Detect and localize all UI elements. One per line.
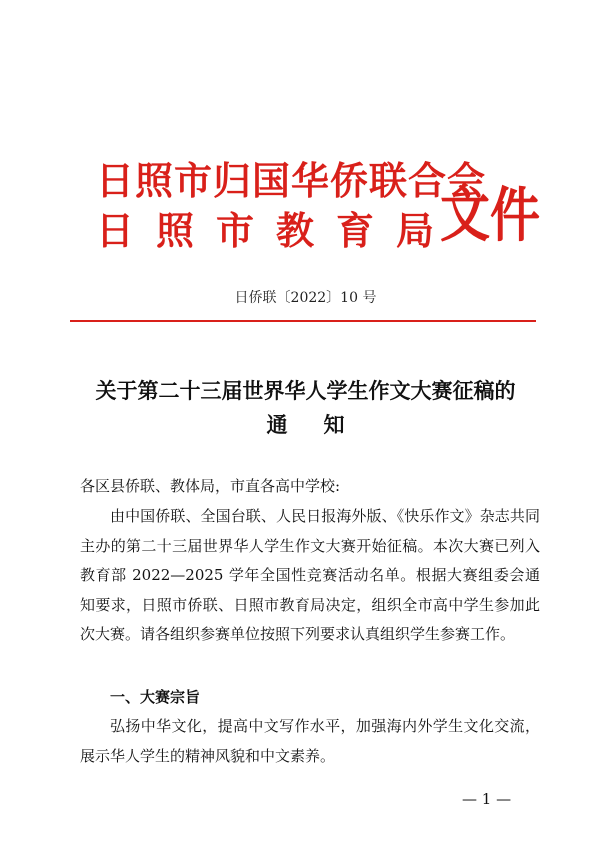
body-paragraph-1: 由中国侨联、全国台联、人民日报海外版、《快乐作文》杂志共同主办的第二十三届世界华人学生作文大赛开始征稿。本次大赛已列入教育部 2022—2025 学年全国性竞赛活动名单。根据大赛组委会通知要求，日照市侨联、日照市教育局决定，组织全市高中学生参加此次大赛。请各组织参赛单位按照下列要求认真组织学生参赛工作。 [80, 507, 540, 643]
page-number: — 1 — [462, 790, 512, 808]
body-paragraph-2: 弘扬中华文化，提高中文写作水平，加强海内外学生文化交流，展示华人学生的精神风貌和中文素养。 [80, 717, 540, 765]
issuer-name-line-1: 日照市归国华侨联合会 [96, 159, 487, 203]
notice-title-line-1: 关于第二十三届世界华人学生作文大赛征稿的 [95, 379, 516, 403]
salutation: 各区县侨联、教体局，市直各高中学校: [80, 477, 341, 495]
document-number: 日侨联〔2022〕10 号 [234, 290, 377, 306]
red-divider-line [70, 320, 536, 322]
section-heading-1: 一、大赛宗旨 [110, 688, 201, 706]
notice-title-line-2: 通知 [266, 413, 381, 437]
issuer-name-line-2: 日照市教育局 [96, 209, 457, 253]
document-type-label: 文件 [440, 180, 540, 250]
